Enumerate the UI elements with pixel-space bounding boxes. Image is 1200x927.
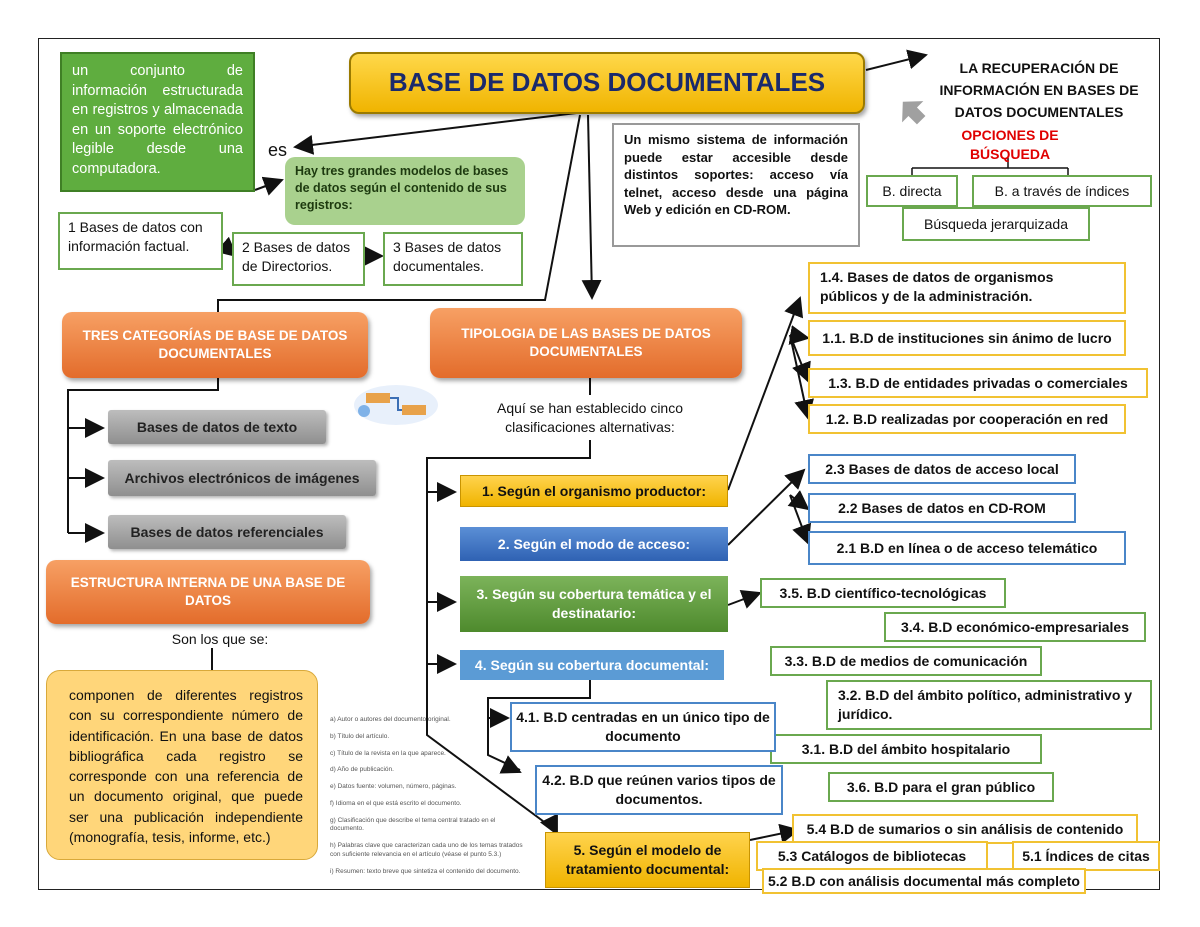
structure-title: ESTRUCTURA INTERNA DE UNA BASE DE DATOS — [46, 560, 370, 624]
es-label: es — [268, 140, 288, 160]
thematic-hospital: 3.1. B.D del ámbito hospitalario — [770, 734, 1042, 764]
category-referential: Bases de datos referenciales — [108, 515, 346, 549]
categories-title: TRES CATEGORÍAS DE BASE DE DATOS DOCUMENTALES — [62, 312, 368, 378]
class-producer: 1. Según el organismo productor: — [460, 475, 728, 507]
field-list-item: a) Autor o autores del documento original. — [330, 716, 451, 723]
class-thematic: 3. Según su cobertura temática y el destinatario: — [460, 576, 728, 632]
field-list-item: c) Título de la revista en la que aparece. — [330, 749, 446, 757]
category-images: Archivos electrónicos de imágenes — [108, 460, 376, 496]
option-indices: B. a través de índices — [972, 175, 1152, 207]
database-diagram-icon — [352, 383, 440, 427]
treatment-catalogs: 5.3 Catálogos de bibliotecas — [756, 841, 988, 871]
search-options-title: OPCIONES DE BÚSQUEDA — [961, 127, 1059, 162]
treatment-analysis: 5.2 B.D con análisis documental más completo — [762, 868, 1086, 894]
typology-title: TIPOLOGIA DE LAS BASES DE DATOS DOCUMENTALES — [430, 308, 742, 378]
producer-public: 1.4. Bases de datos de organismos públicos y de la administración. — [808, 262, 1126, 314]
treatment-citations: 5.1 Índices de citas — [1012, 841, 1160, 871]
gray-arrow-icon — [892, 91, 932, 131]
field-list-item: b) Título del artículo. — [330, 732, 390, 740]
thematic-scientific: 3.5. B.D científico-tecnológicas — [760, 578, 1006, 608]
access-local: 2.3 Bases de datos de acceso local — [808, 454, 1076, 484]
model-item-factual: 1 Bases de datos con información factual. — [58, 212, 223, 270]
recovery-title: LA RECUPERACIÓN DE INFORMACIÓN EN BASES DE DATOS DOCUMENTALES — [939, 60, 1139, 120]
thematic-economic: 3.4. B.D económico-empresariales — [884, 612, 1146, 642]
producer-network: 1.2. B.D realizadas por cooperación en red — [808, 404, 1126, 434]
structure-text: componen de diferentes registros con su correspondiente número de identificación. En una base de datos bibliográfica cada registro se corresponde con una referencia de un documento original, que puede ser una publicación independiente (monografía, tesis, informe, etc.) — [46, 670, 318, 860]
class-documentary: 4. Según su cobertura documental: — [460, 650, 724, 680]
field-list-item: e) Datos fuente: volumen, número, páginas. — [330, 783, 457, 791]
class-treatment: 5. Según el modelo de tratamiento documental: — [545, 832, 750, 888]
field-list-item: g) Clasificación que describe el tema central tratado en el documento. — [330, 816, 496, 833]
option-direct: B. directa — [866, 175, 958, 207]
structure-subtitle: Son los que se: — [171, 631, 269, 647]
main-title: BASE DE DATOS DOCUMENTALES — [349, 52, 865, 114]
access-online: 2.1 B.D en línea o de acceso telemático — [808, 531, 1126, 565]
field-list-item: i) Resumen: texto breve que sintetiza el contenido del documento. — [330, 867, 521, 875]
field-list-item: f) Idioma en el que está escrito el documento. — [330, 799, 462, 807]
treatment-summaries: 5.4 B.D de sumarios o sin análisis de contenido — [792, 814, 1138, 844]
documentary-multiple: 4.2. B.D que reúnen varios tipos de documentos. — [535, 765, 783, 815]
model-item-documentales: 3 Bases de datos documentales. — [383, 232, 523, 286]
typology-intro: Aquí se han establecido cinco clasificaciones alternativas: — [496, 400, 683, 435]
class-access: 2. Según el modo de acceso: — [460, 527, 728, 561]
models-intro: Hay tres grandes modelos de bases de datos según el contenido de sus registros: — [285, 157, 525, 225]
thematic-political: 3.2. B.D del ámbito político, administrativo y jurídico. — [826, 680, 1152, 730]
field-list-item: h) Palabras clave que caracterizan cada uno de los temas tratados con suficiente relevancia en el artículo (véase el punto 5.3.) — [330, 842, 523, 858]
support-note: Un mismo sistema de información puede estar accesible desde distintos soportes: acceso vía telnet, acceso desde una página Web y edición en CD-ROM. — [612, 123, 860, 247]
producer-private: 1.3. B.D de entidades privadas o comerciales — [808, 368, 1148, 398]
thematic-public: 3.6. B.D para el gran público — [828, 772, 1054, 802]
record-field-list — [330, 716, 526, 876]
producer-nonprofit: 1.1. B.D de instituciones sin ánimo de lucro — [808, 320, 1126, 356]
definition-box: un conjunto de información estructurada en registros y almacenada en un soporte electrónico legible desde una computadora. — [60, 52, 255, 192]
field-list-item: d) Año de publicación. — [330, 766, 394, 774]
access-cdrom: 2.2 Bases de datos en CD-ROM — [808, 493, 1076, 523]
model-item-directorios: 2 Bases de datos de Directorios. — [232, 232, 365, 286]
option-hierarchical: Búsqueda jerarquizada — [902, 207, 1090, 241]
documentary-single: 4.1. B.D centradas en un único tipo de documento — [510, 702, 776, 752]
category-text: Bases de datos de texto — [108, 410, 326, 444]
thematic-media: 3.3. B.D de medios de comunicación — [770, 646, 1042, 676]
